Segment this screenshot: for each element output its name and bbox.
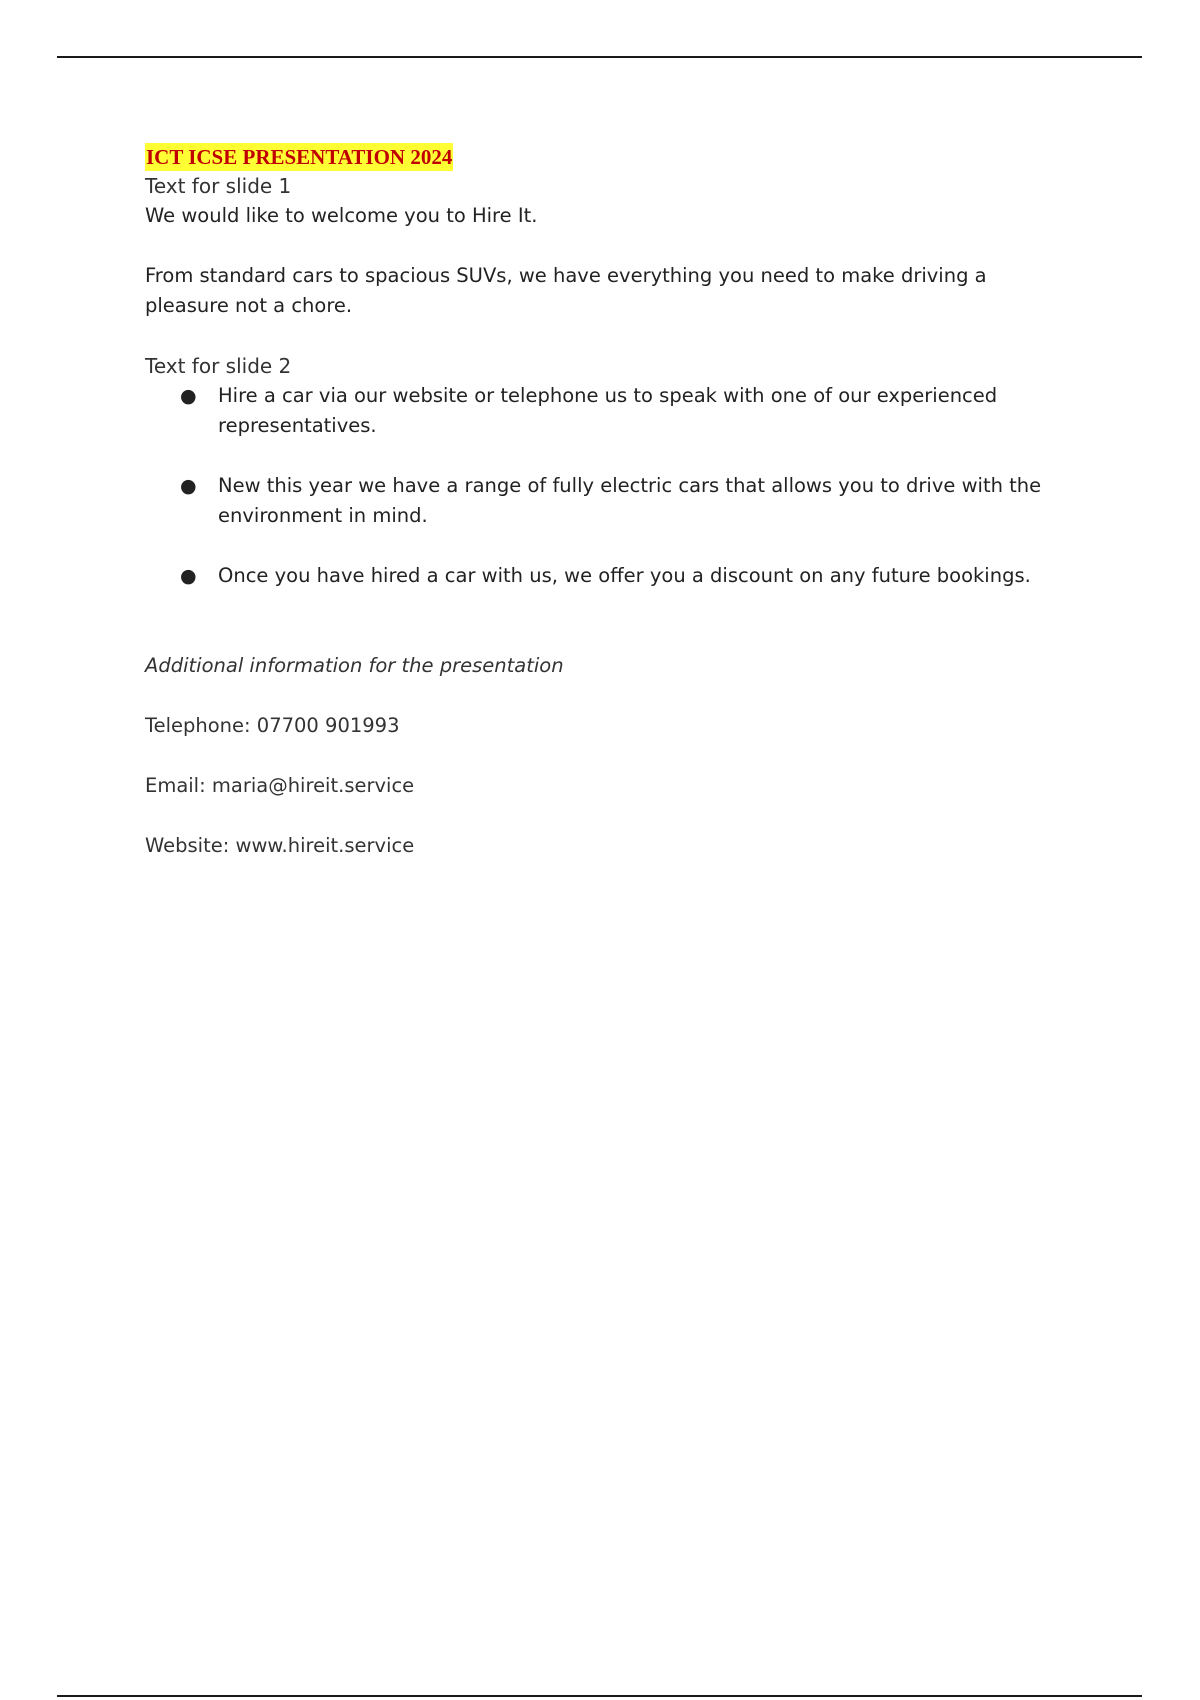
spacer <box>145 621 1065 651</box>
bullet-item <box>145 381 1065 441</box>
spacer <box>145 741 1065 771</box>
spacer <box>145 681 1065 711</box>
slide-2-heading: Text for slide 2 <box>145 354 292 378</box>
email-line: Email: maria@hireit.service <box>145 774 415 797</box>
bullet-text: New this year we have a range of fully electric cars that allows you to drive with the environment in mind. <box>218 474 1042 527</box>
website-line: Website: www.hireit.service <box>145 834 415 857</box>
slide-1-heading: Text for slide 1 <box>145 174 292 198</box>
bullet-dot-icon: ● <box>180 385 197 407</box>
bullet-item <box>145 471 1065 531</box>
telephone-line: Telephone: 07700 901993 <box>145 714 400 737</box>
slide-1-welcome-text: We would like to welcome you to Hire It. <box>145 204 538 227</box>
header-rule <box>57 56 1142 58</box>
slide-1-cars-text: From standard cars to spacious SUVs, we have everything you need to make driving a pleasure not a chore. <box>145 264 987 317</box>
bullet-text: Once you have hired a car with us, we offer you a discount on any future bookings. <box>218 564 1031 587</box>
spacer <box>145 321 1065 351</box>
bullet-text: Hire a car via our website or telephone us to speak with one of our experienced representatives. <box>218 384 998 437</box>
spacer <box>145 801 1065 831</box>
document-body <box>145 143 1065 861</box>
additional-info-heading: Additional information for the presentation <box>145 654 564 677</box>
spacer <box>145 231 1065 261</box>
bullet-dot-icon: ● <box>180 565 197 587</box>
bullet-dot-icon: ● <box>180 475 197 497</box>
document-title: ICT ICSE PRESENTATION 2024 <box>146 145 453 169</box>
slide-2-bullet-list <box>145 381 1065 591</box>
footer-rule <box>57 1695 1142 1697</box>
bullet-item <box>145 561 1065 591</box>
